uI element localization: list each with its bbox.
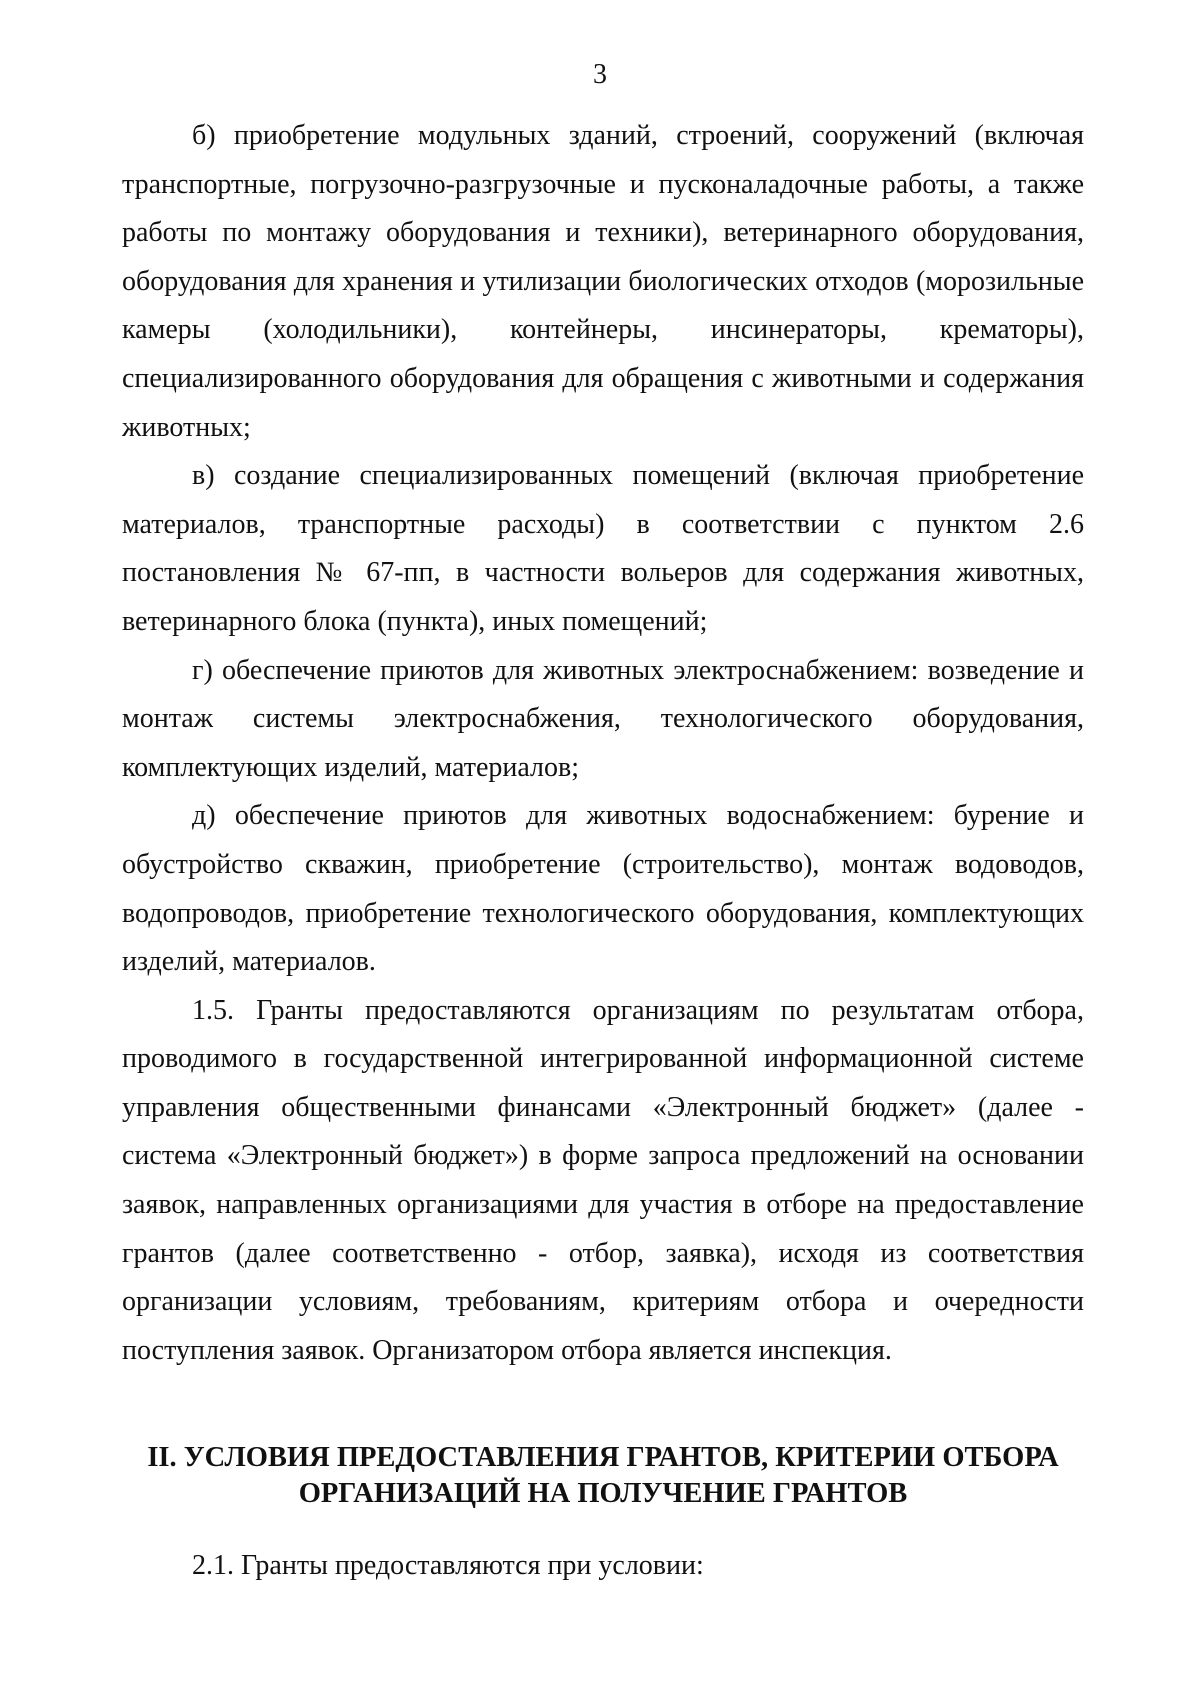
paragraph-b: б) приобретение модульных зданий, строений, сооружений (включая транспортные, погрузочно-разгрузочные и пусконаладочные работы, а также работы по монтажу оборудования и техники), ветеринарного оборудования, оборудования для хранения и утилизации биологических отходов (морозильные камеры (холодильники), контейнеры, инсинераторы, крематоры), специализированного оборудования для обращения с животными и содержания животных; [122,120,1084,443]
paragraph-2-1: 2.1. Гранты предоставляются при условии: [192,1550,704,1581]
section-heading-line-2: ОРГАНИЗАЦИЙ НА ПОЛУЧЕНИЕ ГРАНТОВ [298,1478,908,1509]
page-number: 3 [593,59,607,90]
paragraph-v: в) создание специализированных помещений (включая приобретение материалов, транспортные расходы) в соответствии с пунктом 2.6 постановления № 67-пп, в частности вольеров для содержания животных, ветеринарного блока (пункта), иных помещений; [122,460,1084,637]
paragraph-1-5: 1.5. Гранты предоставляются организациям по результатам отбора, проводимого в государственной интегрированной информационной системе управления общественными финансами «Электронный бюджет» (далее - система «Электронный бюджет») в форме запроса предложений на основании заявок, направленных организациями для участия в отборе на предоставление грантов (далее соответственно - отбор, заявка), исходя из соответствия организации условиям, требованиям, критериям отбора и очередности поступления заявок. Организатором отбора является инспекция. [122,994,1084,1366]
paragraph-g: г) обеспечение приютов для животных электроснабжением: возведение и монтаж системы электроснабжения, технологического оборудования, комплектующих изделий, материалов; [122,654,1084,783]
paragraph-d: д) обеспечение приютов для животных водоснабжением: бурение и обустройство скважин, приобретение (строительство), монтаж водоводов, водопроводов, приобретение технологического оборудования, комплектующих изделий, материалов. [122,800,1084,978]
section-heading [122,1440,1084,1512]
section-heading-line-1: II. УСЛОВИЯ ПРЕДОСТАВЛЕНИЯ ГРАНТОВ, КРИТЕРИИ ОТБОРА [147,1442,1059,1473]
document-body [122,112,1084,1375]
